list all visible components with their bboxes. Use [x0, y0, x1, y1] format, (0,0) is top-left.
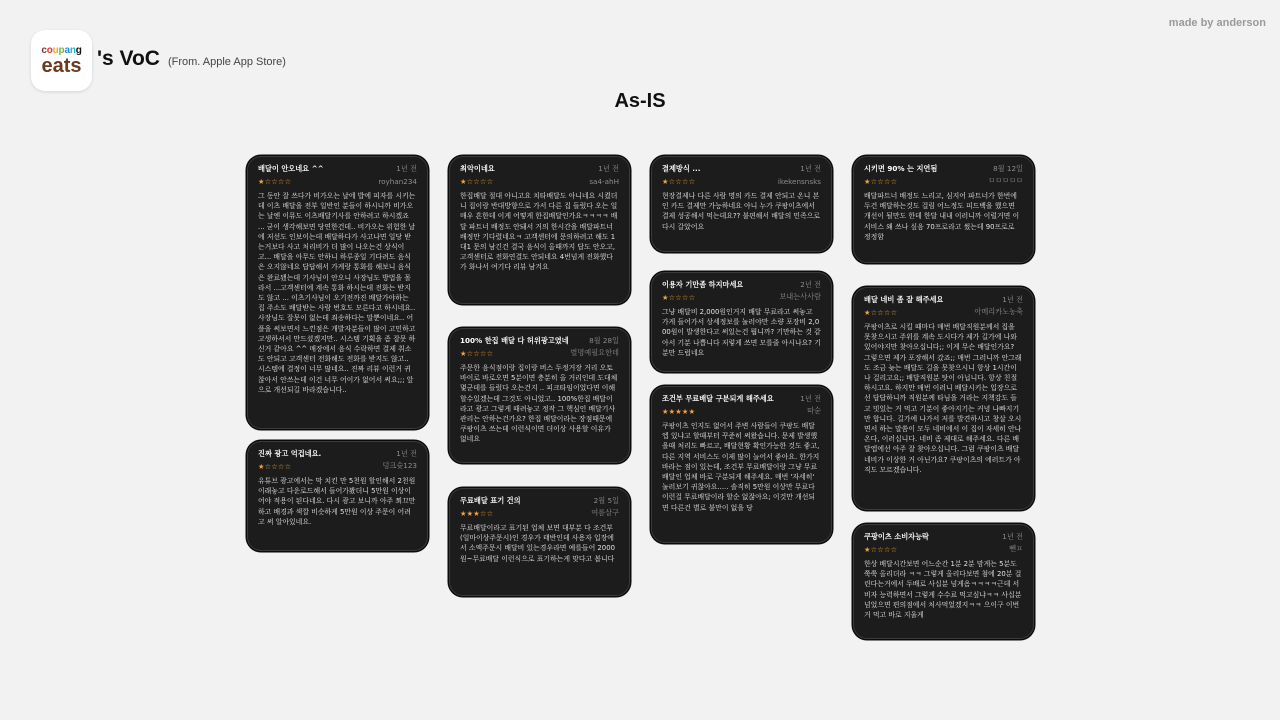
review-author: 따숟	[807, 406, 821, 415]
review-title: 시키면 90% 는 지연됨	[864, 164, 938, 173]
review-card	[853, 287, 1034, 510]
review-author: 덩크슛123	[382, 461, 417, 470]
review-date: 1년 전	[396, 449, 417, 458]
review-title: 조건부 무료배달 구분되게 해주세요	[662, 394, 774, 403]
review-body: 현장결제나 다른 사람 명의 카드 결제 안되고 온니 본인 카드 결제만 가능하네요 아니 누가 쿠팡이츠에서 결제 성공해서 먹는데요?? 불편해서 배달의 민족으로 다시 갈았어요	[662, 192, 821, 231]
review-author: sa4-ahH	[589, 176, 619, 186]
review-body: 쿠팡이츠 인지도 없어서 주변 사람들이 쿠팡도 배달엡 있냐고 할때부터 꾸준히 써왔습니다. 문제 발생했을때 처리도 빠르고, 배달현황 확인가능한 것도 좋고, 다른 지역 서비스도 이제 많이 늘어서 좋아요. 한가지 바라는 점이 있는데, 조건부 무료배달이랑 그냥 무료배달인 업체 바로 구분되게 해주세요. 매번 '자세히' 눌러보기 귀찮아요..... 솔직히 5만원 이상만 무료다 이런걸 무료배달이라 할순 없잖아요; 이것만 개선되면 다른건 별로 불만이 없을 당	[662, 422, 820, 512]
review-author: ㅁㅁㅁㅁㅁ	[988, 176, 1023, 185]
review-author: 뺀ㅍ	[1009, 544, 1023, 553]
review-title: 배달 네비 좀 잘 해주세요	[864, 295, 944, 304]
review-body: 그냥 배달비 2,000원인거지 배달 무료라고 써놓고 가게 들어가서 상세정보를 눌러야만 소량 포장비 2,000원이 발생한다고 써있는건 뭡니까? 기만하는 것 같아서 기분 나쁩니다 저렇게 쓰면 모를줄 아시나요? 기분만 드럽네요	[662, 308, 821, 357]
review-author: 별명예필요한데	[570, 348, 619, 357]
review-body: 한집배달 절대 아니고요 치타배달도 아니네요 시켰더니 집이랑 반대방향으로 가서 다른 집 들렀다 오는 일 매우 흔한데 이게 어떻게 한집배달인가요ㅋㅋㅋㅋ 배달 파트너 배정도 안돼서 거의 한시간을 배달파트너 배정만 기다렸네요ㅋ 고객센터에 문의하려고 해도 1대1 문의 남긴건 결국 음식이 올때까지 답도 안오고, 고객센터로 전화연결도 안되네요 4번넘게 전화했다가 화나서 여기다 리뷰 남겨요	[460, 192, 618, 272]
review-date: 2월 5일	[593, 496, 619, 505]
review-card	[853, 524, 1034, 639]
review-body: 유튜브 광고에서는 막 치킨 만 5천원 할인해서 2천원이래놓고 다운로드해서 들어가봤더니 5만원 이상이어야 적용이 된다네요. 다시 광고 보니까 아주 쬐끄만하고 배경과 색깔 비슷하게 5만원 이상 주문이 어려고 써 알아있네요.	[258, 477, 416, 526]
review-title: 진짜 광고 억겁네요.	[258, 449, 322, 458]
star-rating: ★★★☆☆	[460, 508, 494, 518]
review-author: royhan234	[378, 176, 417, 186]
star-rating: ★☆☆☆☆	[864, 176, 898, 186]
review-body: 배달파트너 배정도 느리고, 심지어 파트너가 한번에 두건 배달하는것도 걸림 어느정도 피드백을 했으면 개선이 될만도 한데 한달 내내 이러니까 이럴거면 이 서비스 왜 쓰나 싶음 70프로라고 썼는데 90프로로 정정함	[864, 192, 1020, 241]
star-rating: ★☆☆☆☆	[662, 176, 696, 186]
review-title: 배달이 안오네요 ^^	[258, 164, 324, 173]
review-author: 여름살구	[591, 508, 619, 517]
author-credit: made by anderson	[1168, 17, 1266, 29]
review-card	[651, 272, 832, 372]
review-card	[449, 488, 630, 596]
star-rating: ★☆☆☆☆	[864, 307, 898, 317]
review-card	[247, 441, 428, 551]
review-date: 8월 12일	[993, 164, 1023, 173]
review-body: 쿠팡이츠로 시킬 때마다 매번 배달직원분께서 집을 못찾으시고 주위를 계속 도시다가 제가 길가에 나와 있어야지만 찾아오십니다;; 이게 무슨 배달인가요? 그렇으면 제가 포장해서 갔죠;; 매번 그러니까 안그래도 조금 늦는 배달도 길을 못찾으시니 항상 1시간이나 걸리고요;; 배달직원분 탓이 아닙니다. 항상 친절하시고요. 하지만 매번 이러니 배달시키는 입장으로선 답답하니까 직원분께 타님을 거라는 지책감도 들고 밋있는 거 먹고 기분이 좋아지기는 커녕 나빠지기만 합니다. 길가에 나가서 저를 발견하시고 창살 오시면서 하는 말씀이 모두 네비에서 이 집이 자세히 안나온다, 이러십니다. 네비 좀 제대로 해주세요. 다른 배달엡에선 아주 잘 찾아오십니다. 그럼 쿠팡이츠 배달네비가 이상한 거 아닌가요? 쿠팡이츠의 에러트가 아직도 모르겠습니다.	[864, 323, 1022, 474]
review-title: 이용자 기만좀 하지마세요	[662, 280, 744, 289]
star-rating: ★☆☆☆☆	[258, 461, 292, 471]
star-rating: ★☆☆☆☆	[460, 176, 494, 186]
review-body: 그 동안 잘 쓰다가 비가오는 날에 밥에 피자를 시키는데 이츠 배달을 전부 일반인 분들이 하시니까 비가오는 날엔 이뮤도 이츠배달기사를 안하려고 하시겠죠 ... 굳이 생각해보면 당연한건데.. 비가오는 위험한 날에 저선도 인보이는데 배달하다가 사고나면 일당 받는거보다 사고 처리비가 더 많이 나오는건 상식이고... 배달을 아무도 안하니 하루종일 기다려도 음식은 오지않네요 답답해서 가게랑 통화를 해보니 음식은 완료됐는데 기사님이 안오니 사장님도 방법을 몰라서 ...고객센터에 계속 통화 하시는데 전화는 받지도 않고 ... 이츠기사님이 오기전까진 배달가야하는 집 주소도 배달받는 사람 번호도 모른다고 하시네요.. 사장님도 잘못이 없는데 죄송하다는 말뿐이네요.. 어플을 써보면서 느낀점은 개발자분들이 많이 고민하고 고생하셔서 만드셨겠지만.. 시스템 기획을 좀 잘못 하신거 같아요 ^^ 매장에서 음식 수락하면 결제 취소도 안되고 고객센터 전화해도 전화를 받지도 않고.. 시스템에 결정이 너무 많네요.. 진짜 리뷰 이런거 귀찮아서 안쓰는데 이건 너무 어이가 없어서 써요;;; 앞으로 개선되길 바라겠습니다..	[258, 192, 416, 394]
review-date: 1년 전	[598, 164, 619, 173]
coupang-eats-logo	[31, 30, 92, 91]
review-card	[853, 156, 1034, 263]
star-rating: ★☆☆☆☆	[662, 292, 696, 302]
review-body: 주문한 음식점이랑 집이랑 버스 두정거장 거리 오토바이로 바로오면 5분이면 충분히 올 거리인데 도대체 몇군데를 들렀다 오는건지 .. 피크타임이었다면 이해할수있겠는데 그것도 아니었고.. 100%한집 배달이라고 광고 그렇게 때려놓고 정작 그 핵심인 배달기사 관리는 안하는건가요? 한집 배달이라는 장점때문에 쿠팡이츠 쓰는데 이런식이면 더이상 사용할 이유가 없네요	[460, 364, 618, 444]
review-title: 결제방식 ...	[662, 164, 701, 173]
review-author: ikekensnsks	[777, 176, 821, 186]
star-rating: ★☆☆☆☆	[258, 176, 292, 186]
review-title: 100% 한집 배달 다 허위광고였네	[460, 336, 569, 345]
logo-wordmark-coupang: coupang	[41, 45, 82, 56]
review-card	[449, 328, 630, 463]
review-date: 1년 전	[1002, 532, 1023, 541]
page-source: (From. Apple App Store)	[167, 56, 286, 68]
star-rating: ★☆☆☆☆	[460, 348, 494, 358]
review-date: 1년 전	[800, 394, 821, 403]
review-card	[651, 386, 832, 543]
review-date: 8월 28일	[589, 336, 619, 345]
section-title: As-IS	[614, 90, 666, 112]
review-date: 1년 전	[396, 164, 417, 173]
review-title: 무료배달 표기 건의	[460, 496, 521, 505]
review-date: 1년 전	[1002, 295, 1023, 304]
review-author: 보내는사사람	[779, 292, 821, 301]
review-title: 쿠팡이츠 소비자능락	[864, 532, 929, 541]
review-author: 아메리카노농축	[974, 307, 1023, 316]
review-body: 무료배달이라고 표기된 업체 보면 대부분 다 조건부 (일마이상주문시)인 경우가 태반인데 사용자 입장에서 소액주문시 배달비 있는경우라면 예를들어 2000원~무료배달 이런식으로 표기하는게 맞다고 봅니다	[460, 524, 615, 563]
star-rating: ★☆☆☆☆	[864, 544, 898, 554]
review-title: 최악이네요	[460, 164, 495, 173]
logo-wordmark-eats: eats	[41, 55, 82, 77]
review-card	[449, 156, 630, 304]
review-card	[247, 156, 428, 429]
page-title: 's VoC	[97, 47, 160, 70]
review-card	[651, 156, 832, 252]
page-header	[97, 47, 286, 71]
star-rating: ★★★★★	[662, 406, 696, 416]
review-date: 1년 전	[800, 164, 821, 173]
review-date: 2년 전	[800, 280, 821, 289]
review-body: 한상 배달시간보면 어느순간 1분 2분 맘게는 5분도 쭉쭉 올리더라 ㅋㅋ 그렇게 올리다보면 첨에 20분 걸린다는거에서 두배로 사십분 넘게옴ㅋㅋㅋㅋ근데 서비자 능력하면서 그렇게 수수료 먹고싶냐ㅋㅋ 사십분 넘었으면 편의점에서 처사먹었겠지ㅋㅋ 으이구 이번거 먹고 바로 지울게	[864, 560, 1022, 620]
